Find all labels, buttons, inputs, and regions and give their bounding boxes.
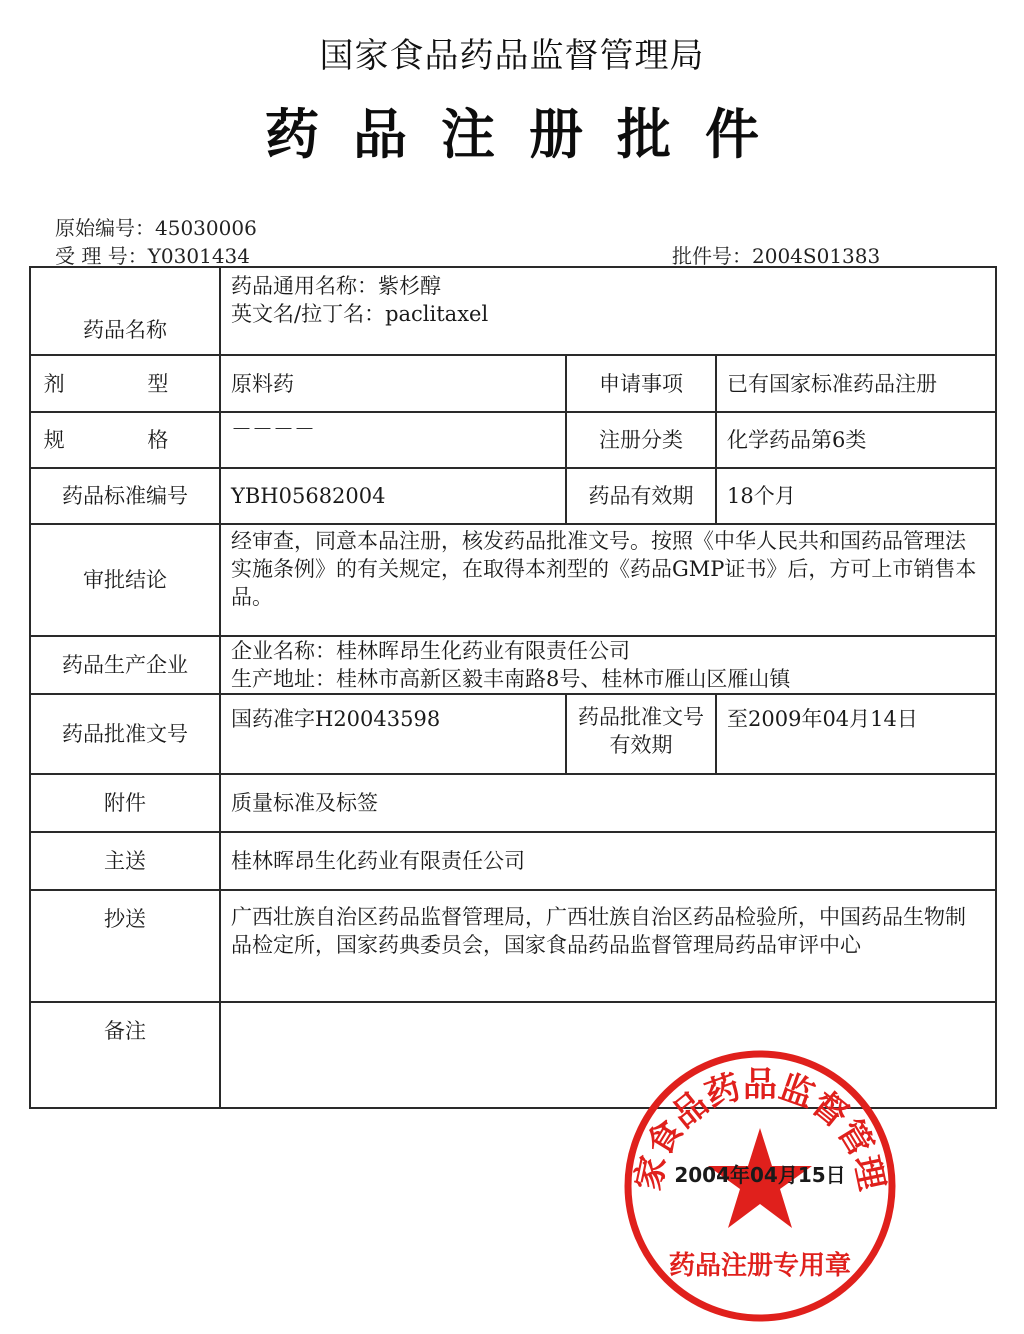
acceptance-number-label: 受 理 号： (55, 244, 148, 268)
row-conclusion (30, 524, 996, 636)
seal-ring-text: 家食品药品监督管理 (628, 1064, 892, 1194)
approval-validity-label: 药品批准文号 有效期 (566, 694, 716, 774)
generic-name: 药品通用名称：紫杉醇 (231, 274, 441, 298)
send-to-label: 主送 (30, 832, 220, 890)
cc-value: 广西壮族自治区药品监督管理局，广西壮族自治区药品检验所，中国药品生物制品检定所，国家药典委员会，国家食品药品监督管理局药品审评中心 (220, 890, 996, 1002)
row-send-to (30, 832, 996, 890)
document-title: 药品注册批件 (265, 102, 793, 166)
row-specification (30, 412, 996, 468)
reg-class-label: 注册分类 (566, 412, 716, 468)
attachment-value: 质量标准及标签 (220, 774, 996, 832)
approval-number-value: 2004S01383 (752, 244, 881, 268)
approval-validity-value: 至2009年04月14日 (716, 694, 996, 774)
acceptance-number-value: Y0301434 (147, 244, 250, 268)
seal-date: 2004年04月15日 (674, 1163, 846, 1187)
row-standard-number (30, 468, 996, 524)
std-no-label: 药品标准编号 (30, 468, 220, 524)
registration-table (29, 266, 997, 1109)
drug-name-label: 药品名称 (30, 267, 220, 355)
row-manufacturer (30, 636, 996, 694)
manufacturer-cell (220, 636, 996, 694)
seal-bottom-text: 药品注册专用章 (668, 1251, 852, 1281)
spec-value: －－－－ (220, 412, 566, 468)
company-address: 生产地址：桂林市高新区毅丰南路8号、桂林市雁山区雁山镇 (231, 667, 791, 691)
validity-value: 18个月 (716, 468, 996, 524)
original-number (55, 212, 257, 241)
row-drug-name (30, 267, 996, 355)
original-number-label: 原始编号： (55, 216, 155, 240)
approval-number (672, 240, 880, 269)
seal-graphic (620, 1046, 900, 1326)
dosage-form-value: 原料药 (220, 355, 566, 412)
attachment-label: 附件 (30, 774, 220, 832)
row-dosage-form (30, 355, 996, 412)
row-approval-document (30, 694, 996, 774)
acceptance-number (55, 240, 250, 269)
row-cc (30, 890, 996, 1002)
company-name: 企业名称：桂林晖昂生化药业有限责任公司 (231, 639, 630, 663)
approval-doc-value: 国药准字H20043598 (220, 694, 566, 774)
row-attachment (30, 774, 996, 832)
cc-label: 抄送 (30, 890, 220, 1002)
conclusion-label: 审批结论 (30, 524, 220, 636)
approval-doc-label: 药品批准文号 (30, 694, 220, 774)
std-no-value: YBH05682004 (220, 468, 566, 524)
validity-label: 药品有效期 (566, 468, 716, 524)
approval-number-label: 批件号： (672, 244, 752, 268)
reg-class-value: 化学药品第6类 (716, 412, 996, 468)
conclusion-value: 经审查，同意本品注册，核发药品批准文号。按照《中华人民共和国药品管理法实施条例》的有关规定，在取得本剂型的《药品GMP证书》后，方可上市销售本品。 (220, 524, 996, 636)
send-to-value: 桂林晖昂生化药业有限责任公司 (220, 832, 996, 890)
spec-label: 规 格 (30, 412, 220, 468)
dosage-form-label: 剂 型 (30, 355, 220, 412)
original-number-value: 45030006 (155, 216, 257, 240)
official-seal (620, 1046, 900, 1326)
issuing-agency: 国家食品药品监督管理局 (319, 36, 705, 76)
drug-name-cell (220, 267, 996, 355)
manufacturer-label: 药品生产企业 (30, 636, 220, 694)
latin-name: 英文名/拉丁名：paclitaxel (231, 302, 489, 326)
application-item-label: 申请事项 (566, 355, 716, 412)
application-item-value: 已有国家标准药品注册 (716, 355, 996, 412)
remarks-label: 备注 (30, 1002, 220, 1108)
